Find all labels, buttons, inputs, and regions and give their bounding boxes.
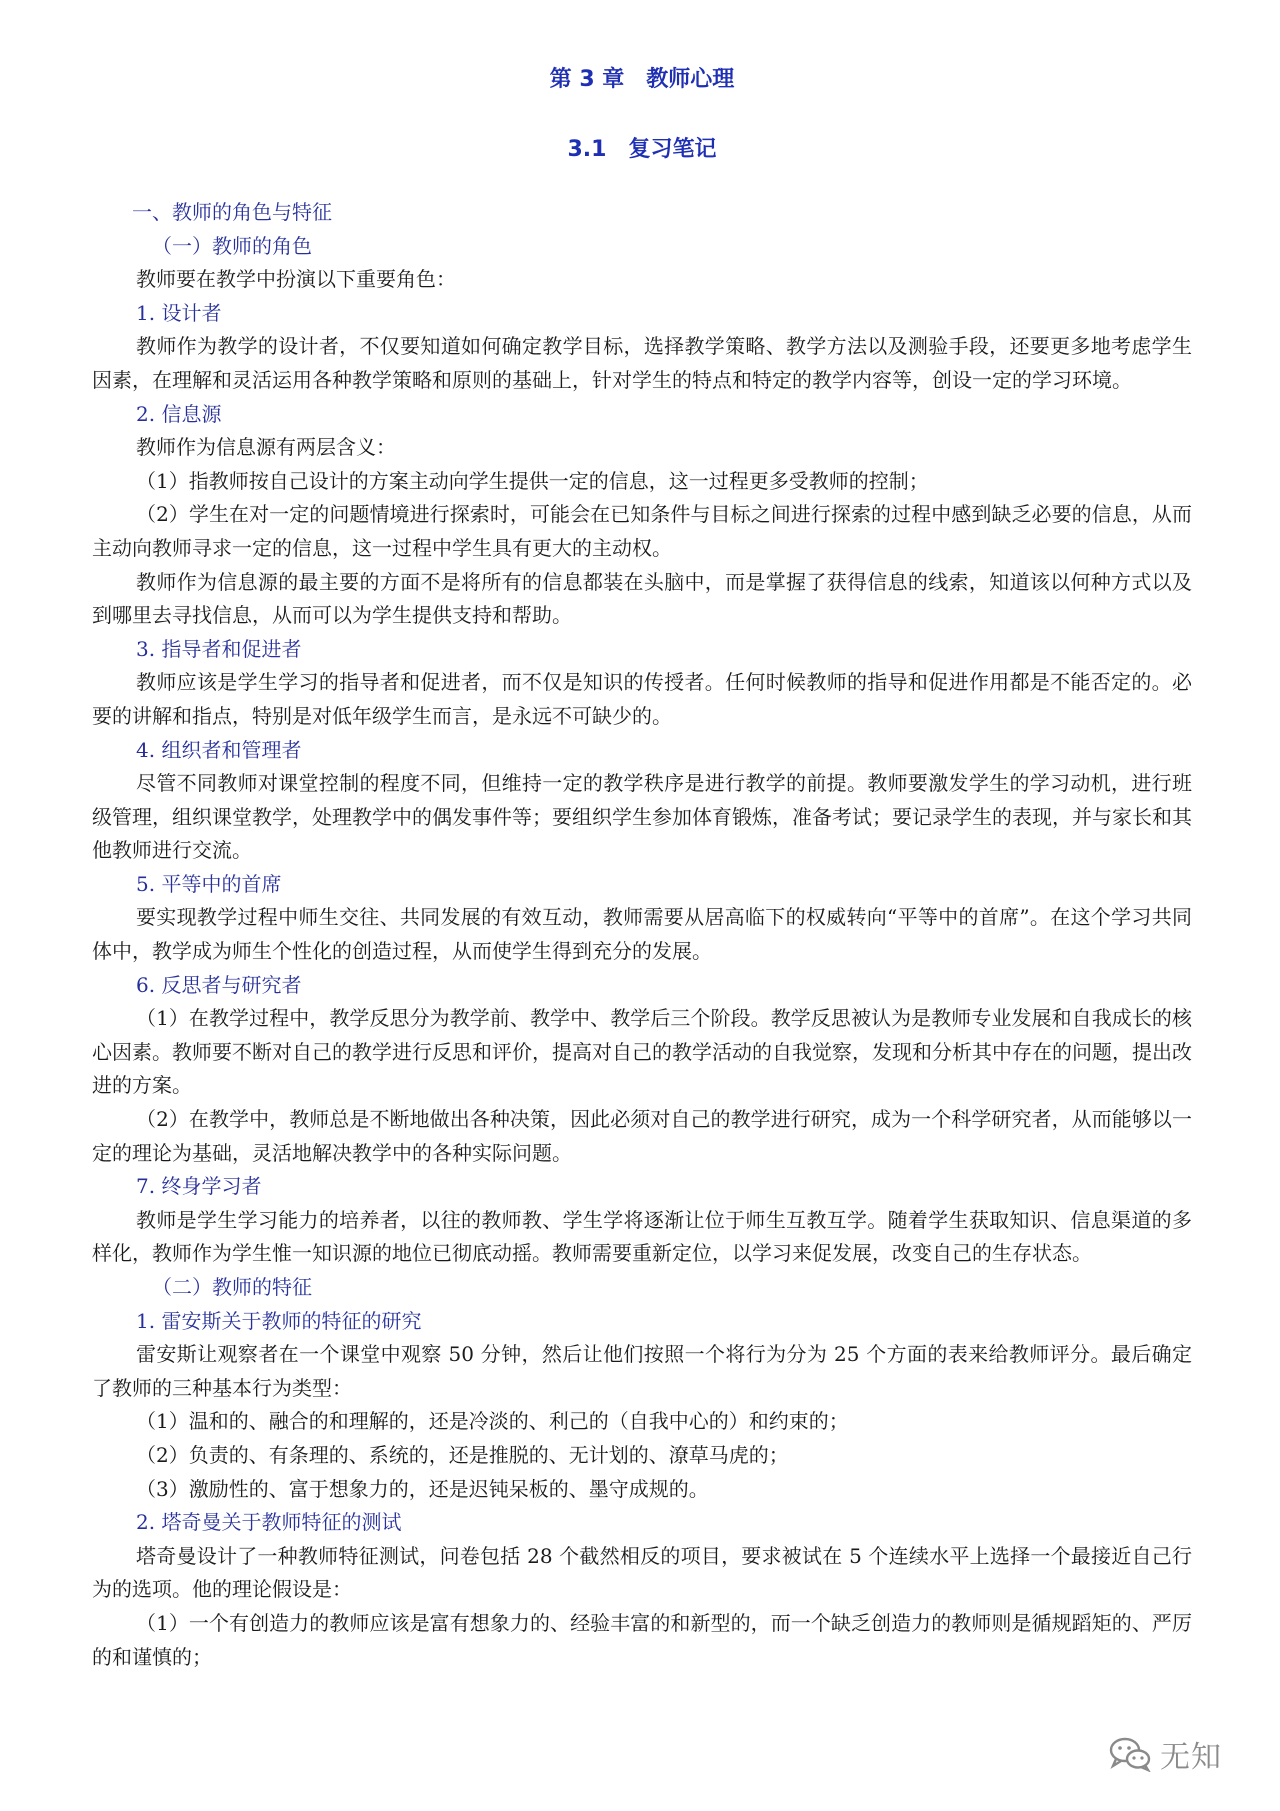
chapter-title: 第 3 章 教师心理 <box>549 67 735 92</box>
role-7-title: 7. 终身学习者 <box>136 1174 262 1199</box>
role-4-text: 尽管不同教师对课堂控制的程度不同，但维持一定的教学秩序是进行教学的前提。教师要激发学生的学习动机，进行班级管理，组织课堂教学，处理教学中的偶发事件等；要组织学生参加体育锻炼，准备考试；要记录学生的表现，并与家长和其他教师进行交流。 <box>92 771 1192 863</box>
heading-2-roles: （一）教师的角色 <box>152 233 312 258</box>
role-6-point-2: （2）在教学中，教师总是不断地做出各种决策，因此必须对自己的教学进行研究，成为一个科学研究者，从而能够以一定的理论为基础，灵活地解决教学中的各种实际问题。 <box>92 1107 1192 1165</box>
role-3-title: 3. 指导者和促进者 <box>136 636 302 661</box>
trait-1-text: 雷安斯让观察者在一个课堂中观察 50 分钟，然后让他们按照一个将行为分为 25 个方面的表来给教师评分。最后确定了教师的三种基本行为类型： <box>92 1342 1192 1400</box>
role-6-point-1: （1）在教学过程中，教学反思分为教学前、教学中、教学后三个阶段。教学反思被认为是教师专业发展和自我成长的核心因素。教师要不断对自己的教学进行反思和评价，提高对自己的教学活动的自我觉察，发现和分析其中存在的问题，提出改进的方案。 <box>92 1006 1192 1098</box>
role-2-point-1: （1）指教师按自己设计的方案主动向学生提供一定的信息，这一过程更多受教师的控制； <box>136 468 929 493</box>
role-5-text: 要实现教学过程中师生交往、共同发展的有效互动，教师需要从居高临下的权威转向“平等中的首席”。在这个学习共同体中，教学成为师生个性化的创造过程，从而使学生得到充分的发展。 <box>92 905 1192 964</box>
role-1-title: 1. 设计者 <box>136 300 222 325</box>
role-4-title: 4. 组织者和管理者 <box>136 737 302 762</box>
trait-2-text: 塔奇曼设计了一种教师特征测试，问卷包括 28 个截然相反的项目，要求被试在 5 个连续水平上选择一个最接近自己行为的选项。他的理论假设是： <box>92 1543 1192 1602</box>
watermark-text: 无知 <box>1160 1740 1222 1775</box>
role-2-point-2: （2）学生在对一定的问题情境进行探索时，可能会在已知条件与目标之间进行探索的过程中感到缺乏必要的信息，从而主动向教师寻求一定的信息，这一过程中学生具有更大的主动权。 <box>92 502 1192 560</box>
heading-2-traits: （二）教师的特征 <box>152 1275 312 1299</box>
trait-2-point-1: （1）一个有创造力的教师应该是富有想象力的、经验丰富的和新型的，而一个缺乏创造力的教师则是循规蹈矩的、严厉的和谨慎的； <box>92 1610 1192 1669</box>
role-2-title: 2. 信息源 <box>136 401 222 426</box>
role-7-text: 教师是学生学习能力的培养者，以往的教师教、学生学将逐渐让位于师生互教互学。随着学生获取知识、信息渠道的多样化，教师作为学生惟一知识源的地位已彻底动摇。教师需要重新定位，以学习来促发展，改变自己的生存状态。 <box>92 1207 1192 1266</box>
role-6-title: 6. 反思者与研究者 <box>136 972 302 997</box>
role-3-text: 教师应该是学生学习的指导者和促进者，而不仅是知识的传授者。任何时候教师的指导和促进作用都是不能否定的。必要的讲解和指点，特别是对低年级学生而言，是永远不可缺少的。 <box>92 670 1192 728</box>
watermark <box>1108 1732 1222 1776</box>
trait-1-point-2: （2）负责的、有条理的、系统的，还是推脱的、无计划的、潦草马虎的； <box>136 1442 789 1467</box>
role-5-title: 5. 平等中的首席 <box>136 871 282 896</box>
trait-2-title: 2. 塔奇曼关于教师特征的测试 <box>136 1510 402 1535</box>
section-title: 3.1 复习笔记 <box>567 137 717 162</box>
trait-1-title: 1. 雷安斯关于教师的特征的研究 <box>136 1308 422 1333</box>
trait-1-point-3: （3）激励性的、富于想象力的，还是迟钝呆板的、墨守成规的。 <box>136 1476 709 1501</box>
role-1-text: 教师作为教学的设计者，不仅要知道如何确定教学目标，选择教学策略、教学方法以及测验手段，还要更多地考虑学生因素，在理解和灵活运用各种教学策略和原则的基础上，针对学生的特点和特定的教学内容等，创设一定的学习环境。 <box>92 334 1192 392</box>
trait-1-point-1: （1）温和的、融合的和理解的，还是冷淡的、利己的（自我中心的）和约束的； <box>136 1409 849 1434</box>
wechat-icon <box>1108 1736 1152 1772</box>
role-2-text: 教师作为信息源的最主要的方面不是将所有的信息都装在头脑中，而是掌握了获得信息的线索，知道该以何种方式以及到哪里去寻找信息，从而可以为学生提供支持和帮助。 <box>92 569 1192 628</box>
role-2-intro: 教师作为信息源有两层含义： <box>136 435 396 460</box>
document-body <box>92 196 1192 1674</box>
roles-intro: 教师要在教学中扮演以下重要角色： <box>136 267 456 292</box>
heading-1: 一、教师的角色与特征 <box>132 200 332 224</box>
